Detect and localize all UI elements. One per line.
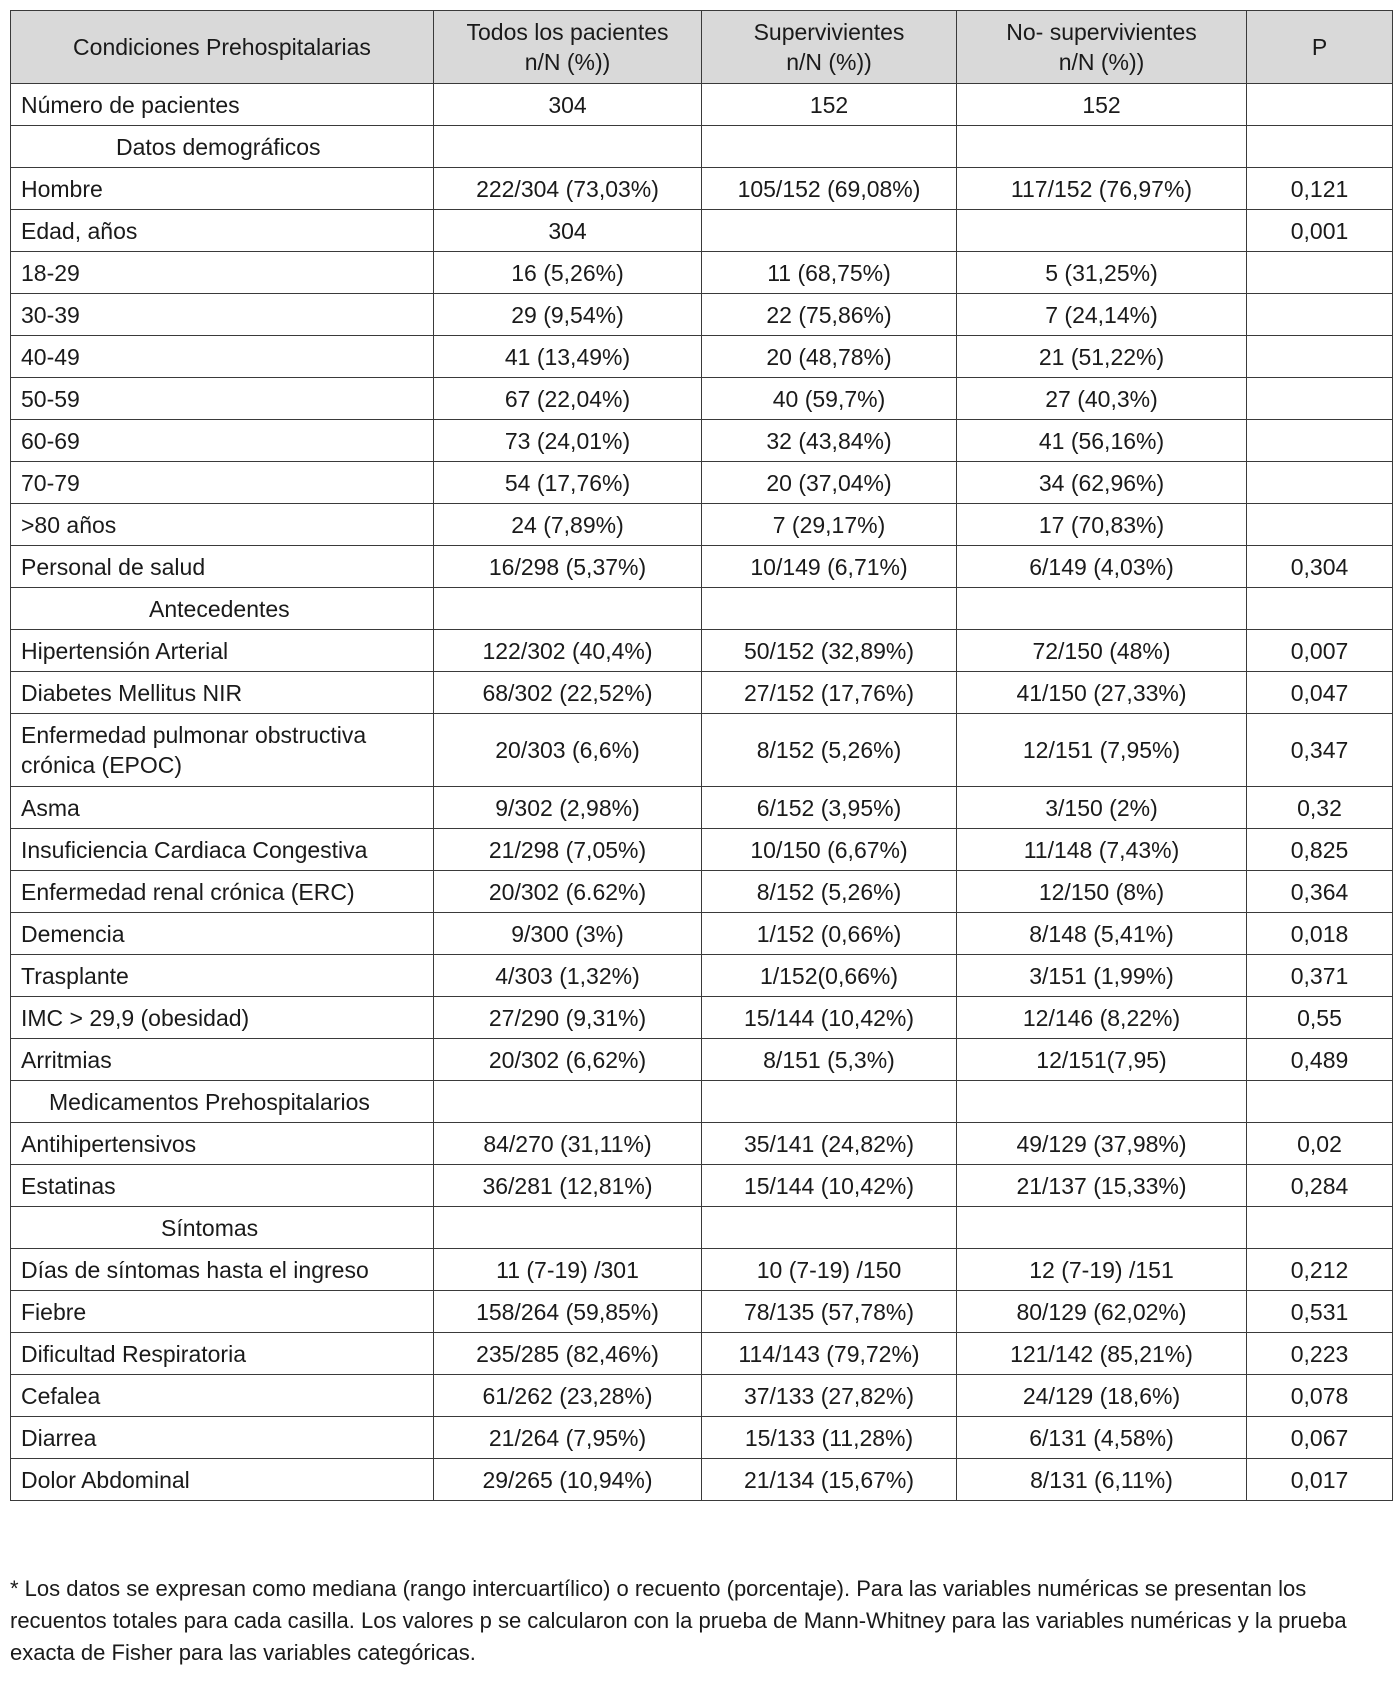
cell-p-value: 0,347 xyxy=(1247,714,1393,787)
cell-non-survivors: 6/131 (4,58%) xyxy=(957,1417,1247,1459)
cell-all-patients: 20/302 (6.62%) xyxy=(434,871,702,913)
cell-p-value: 0,017 xyxy=(1247,1459,1393,1501)
empty-cell xyxy=(957,1081,1247,1123)
row-label: 40-49 xyxy=(11,336,434,378)
cell-p-value: 0,364 xyxy=(1247,871,1393,913)
empty-cell xyxy=(702,126,957,168)
cell-survivors: 152 xyxy=(702,84,957,126)
table-row xyxy=(11,829,1393,871)
section-title xyxy=(11,588,434,630)
cell-survivors: 40 (59,7%) xyxy=(702,378,957,420)
row-label: Arritmias xyxy=(11,1039,434,1081)
empty-cell xyxy=(434,126,702,168)
cell-p-value xyxy=(1247,420,1393,462)
row-label: Fiebre xyxy=(11,1291,434,1333)
row-label: IMC > 29,9 (obesidad) xyxy=(11,997,434,1039)
cell-survivors: 35/141 (24,82%) xyxy=(702,1123,957,1165)
cell-all-patients: 84/270 (31,11%) xyxy=(434,1123,702,1165)
header-conditions: Condiciones Prehospitalarias xyxy=(11,11,434,84)
cell-non-survivors: 34 (62,96%) xyxy=(957,462,1247,504)
empty-cell xyxy=(1247,126,1393,168)
row-label: 30-39 xyxy=(11,294,434,336)
row-label: 18-29 xyxy=(11,252,434,294)
table-row xyxy=(11,336,1393,378)
empty-cell xyxy=(1247,1207,1393,1249)
section-title xyxy=(11,1207,434,1249)
cell-survivors: 10 (7-19) /150 xyxy=(702,1249,957,1291)
table-body xyxy=(11,84,1393,1501)
cell-all-patients: 21/298 (7,05%) xyxy=(434,829,702,871)
cell-non-survivors: 3/150 (2%) xyxy=(957,787,1247,829)
cell-p-value xyxy=(1247,378,1393,420)
cell-non-survivors: 3/151 (1,99%) xyxy=(957,955,1247,997)
header-p-value: P xyxy=(1247,11,1393,84)
cell-survivors: 1/152(0,66%) xyxy=(702,955,957,997)
table-row xyxy=(11,252,1393,294)
cell-p-value: 0,489 xyxy=(1247,1039,1393,1081)
cell-non-survivors: 41 (56,16%) xyxy=(957,420,1247,462)
cell-survivors: 50/152 (32,89%) xyxy=(702,630,957,672)
cell-all-patients: 67 (22,04%) xyxy=(434,378,702,420)
section-title xyxy=(11,1081,434,1123)
cell-p-value: 0,02 xyxy=(1247,1123,1393,1165)
cell-all-patients: 36/281 (12,81%) xyxy=(434,1165,702,1207)
cell-all-patients: 20/302 (6,62%) xyxy=(434,1039,702,1081)
cell-survivors: 105/152 (69,08%) xyxy=(702,168,957,210)
cell-p-value: 0,121 xyxy=(1247,168,1393,210)
table-row xyxy=(11,1459,1393,1501)
cell-survivors: 10/149 (6,71%) xyxy=(702,546,957,588)
row-label: Trasplante xyxy=(11,955,434,997)
table-row xyxy=(11,504,1393,546)
row-label: Dolor Abdominal xyxy=(11,1459,434,1501)
cell-non-survivors: 49/129 (37,98%) xyxy=(957,1123,1247,1165)
cell-non-survivors: 12/146 (8,22%) xyxy=(957,997,1247,1039)
cell-all-patients: 16/298 (5,37%) xyxy=(434,546,702,588)
cell-survivors: 7 (29,17%) xyxy=(702,504,957,546)
cell-non-survivors: 17 (70,83%) xyxy=(957,504,1247,546)
row-label: Diabetes Mellitus NIR xyxy=(11,672,434,714)
row-label: Estatinas xyxy=(11,1165,434,1207)
cell-survivors: 37/133 (27,82%) xyxy=(702,1375,957,1417)
cell-survivors: 11 (68,75%) xyxy=(702,252,957,294)
cell-p-value xyxy=(1247,84,1393,126)
cell-all-patients: 20/303 (6,6%) xyxy=(434,714,702,787)
cell-p-value: 0,55 xyxy=(1247,997,1393,1039)
cell-survivors: 15/144 (10,42%) xyxy=(702,997,957,1039)
row-label: Enfermedad renal crónica (ERC) xyxy=(11,871,434,913)
cell-non-survivors: 72/150 (48%) xyxy=(957,630,1247,672)
table-row xyxy=(11,546,1393,588)
section-title-text: Medicamentos Prehospitalarios xyxy=(49,1088,370,1115)
section-title-text: Datos demográficos xyxy=(116,133,321,160)
cell-p-value: 0,018 xyxy=(1247,913,1393,955)
cell-survivors: 8/152 (5,26%) xyxy=(702,871,957,913)
cell-survivors: 114/143 (79,72%) xyxy=(702,1333,957,1375)
cell-all-patients: 16 (5,26%) xyxy=(434,252,702,294)
cell-survivors: 8/151 (5,3%) xyxy=(702,1039,957,1081)
cell-p-value xyxy=(1247,462,1393,504)
row-label: Número de pacientes xyxy=(11,84,434,126)
row-label: Hombre xyxy=(11,168,434,210)
cell-p-value xyxy=(1247,294,1393,336)
cell-all-patients: 222/304 (73,03%) xyxy=(434,168,702,210)
cell-all-patients: 11 (7-19) /301 xyxy=(434,1249,702,1291)
empty-cell xyxy=(702,1081,957,1123)
row-label: Demencia xyxy=(11,913,434,955)
cell-all-patients: 158/264 (59,85%) xyxy=(434,1291,702,1333)
cell-p-value: 0,212 xyxy=(1247,1249,1393,1291)
empty-cell xyxy=(434,1207,702,1249)
cell-non-survivors: 121/142 (85,21%) xyxy=(957,1333,1247,1375)
prehospital-conditions-table xyxy=(10,10,1393,1501)
row-label: Edad, años xyxy=(11,210,434,252)
row-label: Asma xyxy=(11,787,434,829)
table-row xyxy=(11,714,1393,787)
cell-all-patients: 41 (13,49%) xyxy=(434,336,702,378)
table-row xyxy=(11,1165,1393,1207)
section-header-row xyxy=(11,588,1393,630)
cell-non-survivors: 8/131 (6,11%) xyxy=(957,1459,1247,1501)
results-table-container xyxy=(10,10,1392,1501)
table-row xyxy=(11,1417,1393,1459)
row-label: Días de síntomas hasta el ingreso xyxy=(11,1249,434,1291)
empty-cell xyxy=(702,588,957,630)
cell-p-value: 0,007 xyxy=(1247,630,1393,672)
table-row xyxy=(11,672,1393,714)
empty-cell xyxy=(702,1207,957,1249)
row-label: Personal de salud xyxy=(11,546,434,588)
cell-non-survivors: 8/148 (5,41%) xyxy=(957,913,1247,955)
table-row xyxy=(11,210,1393,252)
cell-non-survivors: 12/151(7,95) xyxy=(957,1039,1247,1081)
cell-non-survivors: 24/129 (18,6%) xyxy=(957,1375,1247,1417)
table-row xyxy=(11,294,1393,336)
cell-survivors: 8/152 (5,26%) xyxy=(702,714,957,787)
cell-non-survivors: 21/137 (15,33%) xyxy=(957,1165,1247,1207)
cell-non-survivors: 12/151 (7,95%) xyxy=(957,714,1247,787)
cell-all-patients: 24 (7,89%) xyxy=(434,504,702,546)
table-row xyxy=(11,871,1393,913)
cell-p-value: 0,32 xyxy=(1247,787,1393,829)
table-row xyxy=(11,1291,1393,1333)
cell-non-survivors: 152 xyxy=(957,84,1247,126)
cell-p-value xyxy=(1247,252,1393,294)
cell-all-patients: 4/303 (1,32%) xyxy=(434,955,702,997)
cell-survivors: 6/152 (3,95%) xyxy=(702,787,957,829)
table-row xyxy=(11,787,1393,829)
cell-all-patients: 68/302 (22,52%) xyxy=(434,672,702,714)
cell-p-value xyxy=(1247,336,1393,378)
cell-all-patients: 21/264 (7,95%) xyxy=(434,1417,702,1459)
cell-non-survivors: 11/148 (7,43%) xyxy=(957,829,1247,871)
table-row xyxy=(11,913,1393,955)
row-label: 60-69 xyxy=(11,420,434,462)
cell-all-patients: 304 xyxy=(434,210,702,252)
cell-p-value: 0,078 xyxy=(1247,1375,1393,1417)
cell-all-patients: 9/300 (3%) xyxy=(434,913,702,955)
cell-all-patients: 73 (24,01%) xyxy=(434,420,702,462)
cell-non-survivors: 7 (24,14%) xyxy=(957,294,1247,336)
table-row xyxy=(11,378,1393,420)
row-label: 50-59 xyxy=(11,378,434,420)
cell-all-patients: 122/302 (40,4%) xyxy=(434,630,702,672)
row-label: Insuficiencia Cardiaca Congestiva xyxy=(11,829,434,871)
cell-p-value: 0,001 xyxy=(1247,210,1393,252)
cell-survivors: 1/152 (0,66%) xyxy=(702,913,957,955)
cell-survivors: 15/144 (10,42%) xyxy=(702,1165,957,1207)
cell-non-survivors: 27 (40,3%) xyxy=(957,378,1247,420)
row-label: Diarrea xyxy=(11,1417,434,1459)
cell-survivors: 78/135 (57,78%) xyxy=(702,1291,957,1333)
table-row xyxy=(11,1375,1393,1417)
cell-non-survivors: 12/150 (8%) xyxy=(957,871,1247,913)
cell-p-value xyxy=(1247,504,1393,546)
table-row xyxy=(11,420,1393,462)
row-label: 70-79 xyxy=(11,462,434,504)
cell-survivors: 32 (43,84%) xyxy=(702,420,957,462)
section-header-row xyxy=(11,126,1393,168)
cell-p-value: 0,371 xyxy=(1247,955,1393,997)
table-row xyxy=(11,1333,1393,1375)
empty-cell xyxy=(957,1207,1247,1249)
row-label: Hipertensión Arterial xyxy=(11,630,434,672)
empty-cell xyxy=(957,588,1247,630)
empty-cell xyxy=(957,126,1247,168)
header-all-patients: Todos los pacientes n/N (%)) xyxy=(434,11,702,84)
section-title xyxy=(11,126,434,168)
table-row xyxy=(11,1249,1393,1291)
cell-non-survivors: 41/150 (27,33%) xyxy=(957,672,1247,714)
empty-cell xyxy=(1247,1081,1393,1123)
cell-p-value: 0,284 xyxy=(1247,1165,1393,1207)
table-row xyxy=(11,1123,1393,1165)
table-row xyxy=(11,955,1393,997)
cell-p-value: 0,825 xyxy=(1247,829,1393,871)
section-title-text: Síntomas xyxy=(161,1214,259,1241)
cell-all-patients: 54 (17,76%) xyxy=(434,462,702,504)
cell-non-survivors: 80/129 (62,02%) xyxy=(957,1291,1247,1333)
cell-all-patients: 27/290 (9,31%) xyxy=(434,997,702,1039)
table-row xyxy=(11,1039,1393,1081)
header-non-survivors: No- supervivientes n/N (%)) xyxy=(957,11,1247,84)
cell-p-value: 0,531 xyxy=(1247,1291,1393,1333)
table-row xyxy=(11,462,1393,504)
cell-survivors xyxy=(702,210,957,252)
cell-survivors: 27/152 (17,76%) xyxy=(702,672,957,714)
empty-cell xyxy=(1247,588,1393,630)
cell-all-patients: 235/285 (82,46%) xyxy=(434,1333,702,1375)
cell-non-survivors: 5 (31,25%) xyxy=(957,252,1247,294)
row-label: Enfermedad pulmonar obstructiva crónica (EPOC) xyxy=(11,714,434,787)
cell-p-value: 0,223 xyxy=(1247,1333,1393,1375)
row-label: Cefalea xyxy=(11,1375,434,1417)
cell-survivors: 21/134 (15,67%) xyxy=(702,1459,957,1501)
section-header-row xyxy=(11,1207,1393,1249)
row-label: >80 años xyxy=(11,504,434,546)
cell-all-patients: 61/262 (23,28%) xyxy=(434,1375,702,1417)
row-label: Antihipertensivos xyxy=(11,1123,434,1165)
cell-p-value: 0,304 xyxy=(1247,546,1393,588)
cell-non-survivors: 117/152 (76,97%) xyxy=(957,168,1247,210)
table-row xyxy=(11,997,1393,1039)
cell-non-survivors: 6/149 (4,03%) xyxy=(957,546,1247,588)
table-row xyxy=(11,168,1393,210)
cell-all-patients: 304 xyxy=(434,84,702,126)
table-header-row xyxy=(11,11,1393,84)
cell-survivors: 20 (48,78%) xyxy=(702,336,957,378)
table-row xyxy=(11,84,1393,126)
cell-non-survivors: 12 (7-19) /151 xyxy=(957,1249,1247,1291)
cell-p-value: 0,067 xyxy=(1247,1417,1393,1459)
cell-survivors: 22 (75,86%) xyxy=(702,294,957,336)
table-row xyxy=(11,630,1393,672)
cell-non-survivors xyxy=(957,210,1247,252)
cell-all-patients: 29 (9,54%) xyxy=(434,294,702,336)
cell-non-survivors: 21 (51,22%) xyxy=(957,336,1247,378)
cell-survivors: 20 (37,04%) xyxy=(702,462,957,504)
cell-all-patients: 29/265 (10,94%) xyxy=(434,1459,702,1501)
section-title-text: Antecedentes xyxy=(149,595,290,622)
row-label: Dificultad Respiratoria xyxy=(11,1333,434,1375)
empty-cell xyxy=(434,1081,702,1123)
cell-survivors: 10/150 (6,67%) xyxy=(702,829,957,871)
table-footnote: * Los datos se expresan como mediana (rango intercuartílico) o recuento (porcentaje). Para las variables numéricas se presentan los recuentos totales para cada casilla. Los valores p se calcularon con la prueba de Mann-Whitney para las variables numéricas y la prueba exacta de Fisher para las variables categóricas. xyxy=(10,1576,1347,1665)
section-header-row xyxy=(11,1081,1393,1123)
cell-all-patients: 9/302 (2,98%) xyxy=(434,787,702,829)
empty-cell xyxy=(434,588,702,630)
cell-p-value: 0,047 xyxy=(1247,672,1393,714)
cell-survivors: 15/133 (11,28%) xyxy=(702,1417,957,1459)
header-survivors: Supervivientes n/N (%)) xyxy=(702,11,957,84)
